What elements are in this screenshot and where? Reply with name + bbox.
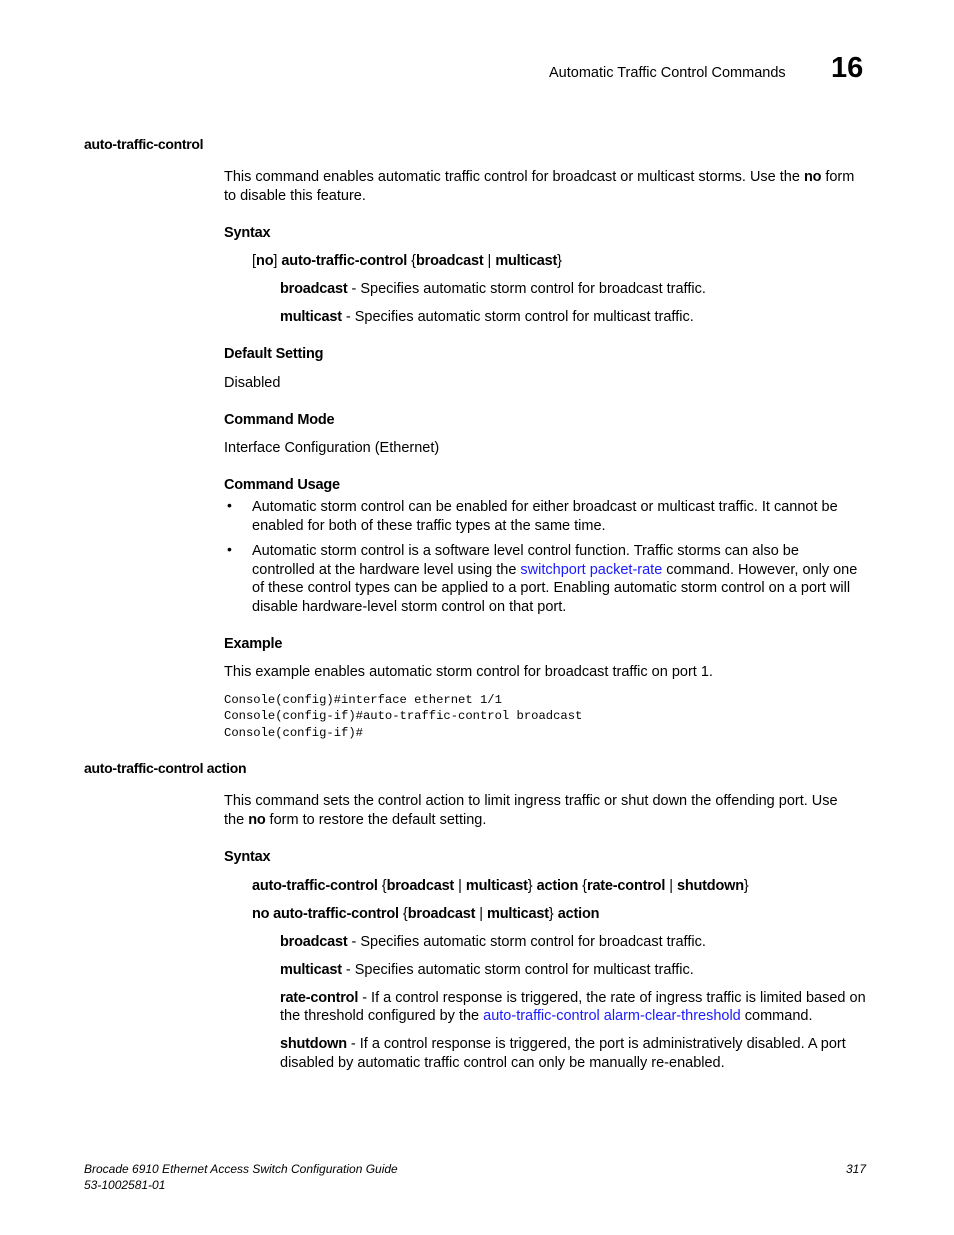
usage2-line1: Automatic storm control is a software level control function. Traffic storms can also be bbox=[252, 543, 799, 559]
sec2-description-line1: This command sets the control action to limit ingress traffic or shut down the offending port. Use bbox=[224, 793, 838, 809]
sec2-description-line2: the no form to restore the default setting. bbox=[224, 812, 487, 828]
bullet-icon: • bbox=[227, 541, 232, 557]
code-line: Console(config-if)#auto-traffic-control broadcast bbox=[224, 709, 583, 723]
command-mode-heading: Command Mode bbox=[224, 412, 335, 428]
sec2-param-multicast: multicast - Specifies automatic storm control for multicast traffic. bbox=[280, 962, 694, 978]
example-heading: Example bbox=[224, 636, 283, 652]
sec2-param-shutdown-line2: disabled by automatic traffic control can only be manually re-enabled. bbox=[280, 1055, 725, 1071]
sec2-param-rate-control: rate-control - If a control response is triggered, the rate of ingress traffic is limited based on bbox=[280, 990, 866, 1006]
sec2-syntax-line1: auto-traffic-control {broadcast | multicast} action {rate-control | shutdown} bbox=[252, 878, 749, 894]
sec1-param-multicast: multicast - Specifies automatic storm control for multicast traffic. bbox=[280, 309, 694, 325]
sec1-description-line2: to disable this feature. bbox=[224, 188, 366, 204]
code-line: Console(config)#interface ethernet 1/1 bbox=[224, 693, 502, 707]
switchport-packet-rate-link[interactable]: switchport packet-rate bbox=[520, 562, 663, 578]
usage2-line3: of these control types can be applied to a port. Enabling automatic storm control on a port will bbox=[252, 580, 851, 596]
alarm-clear-threshold-link[interactable]: auto-traffic-control alarm-clear-threshold bbox=[483, 1008, 741, 1024]
sec2-param-broadcast: broadcast - Specifies automatic storm control for broadcast traffic. bbox=[280, 934, 706, 950]
sec1-syntax-line: [no] auto-traffic-control {broadcast | multicast} bbox=[252, 253, 563, 269]
footer-guide-title: Brocade 6910 Ethernet Access Switch Configuration Guide bbox=[84, 1162, 398, 1176]
sec2-param-shutdown: shutdown - If a control response is triggered, the port is administratively disabled. A port bbox=[280, 1036, 846, 1052]
running-header-title: Automatic Traffic Control Commands bbox=[549, 65, 786, 81]
section-title-auto-traffic-control: auto-traffic-control bbox=[84, 136, 204, 152]
command-mode-value: Interface Configuration (Ethernet) bbox=[224, 440, 440, 456]
sec2-syntax-heading: Syntax bbox=[224, 849, 271, 865]
sec1-param-broadcast: broadcast - Specifies automatic storm control for broadcast traffic. bbox=[280, 281, 706, 297]
usage1-line1: Automatic storm control can be enabled for either broadcast or multicast traffic. It cannot be bbox=[252, 499, 838, 515]
command-usage-heading: Command Usage bbox=[224, 477, 340, 493]
chapter-number: 16 bbox=[831, 52, 864, 84]
sec2-syntax-line2: no auto-traffic-control {broadcast | multicast} action bbox=[252, 906, 600, 922]
footer-doc-number: 53-1002581-01 bbox=[84, 1178, 166, 1192]
section-title-auto-traffic-control-action: auto-traffic-control action bbox=[84, 760, 247, 776]
sec1-syntax-heading: Syntax bbox=[224, 225, 271, 241]
code-line: Console(config-if)# bbox=[224, 726, 363, 740]
default-setting-heading: Default Setting bbox=[224, 346, 324, 362]
usage2-line4: disable hardware-level storm control on that port. bbox=[252, 599, 567, 615]
sec1-description-line1: This command enables automatic traffic control for broadcast or multicast storms. Use the no form bbox=[224, 169, 855, 185]
usage1-line2: enabled for both of these traffic types at the same time. bbox=[252, 518, 606, 534]
example-description: This example enables automatic storm control for broadcast traffic on port 1. bbox=[224, 664, 713, 680]
bullet-icon: • bbox=[227, 497, 232, 513]
sec2-param-rate-control-line2: the threshold configured by the auto-traffic-control alarm-clear-threshold command. bbox=[280, 1008, 813, 1024]
default-setting-value: Disabled bbox=[224, 375, 281, 391]
usage2-line2: controlled at the hardware level using the switchport packet-rate command. However, only one bbox=[252, 562, 858, 578]
footer-page-number: 317 bbox=[846, 1162, 867, 1176]
